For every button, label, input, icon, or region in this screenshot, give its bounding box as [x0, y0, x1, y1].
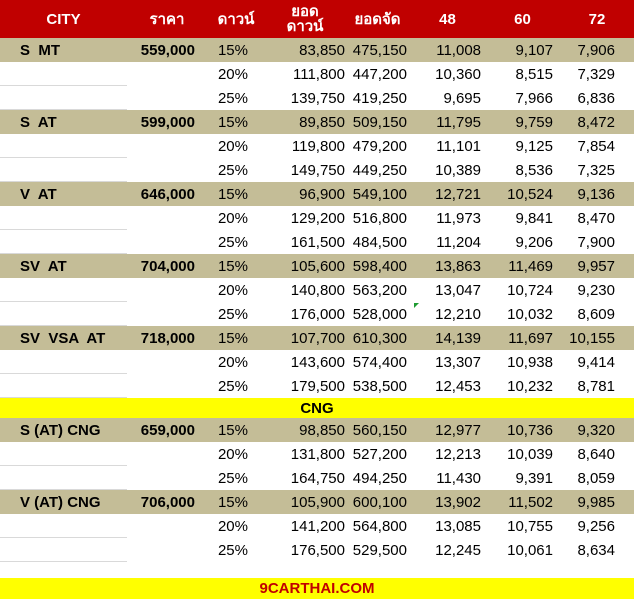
installment-72-cell: 6,836 [577, 89, 615, 107]
table-row [0, 374, 634, 398]
installment-72-cell: 7,854 [577, 137, 615, 155]
down-percent-cell: 25% [217, 89, 248, 107]
installment-60-cell: 7,966 [515, 89, 553, 107]
installment-60-cell: 10,724 [507, 281, 553, 299]
installment-48-cell: 11,008 [436, 41, 481, 59]
installment-48-cell: 12,977 [435, 421, 481, 439]
model-price: 599,000 [140, 113, 195, 131]
finance-amount-cell: 494,250 [352, 469, 407, 487]
installment-72-cell: 8,472 [577, 113, 615, 131]
table-header [0, 0, 634, 38]
table-row [0, 538, 634, 562]
installment-72-cell: 7,900 [577, 233, 615, 251]
installment-72-cell: 8,634 [577, 541, 615, 559]
table-row [0, 158, 634, 182]
table-row [0, 86, 634, 110]
installment-60-cell: 9,107 [515, 41, 553, 59]
model-name: S AT [20, 113, 57, 131]
footer-website: 9CARTHAI.COM [0, 578, 634, 599]
finance-amount-cell: 560,150 [352, 421, 407, 439]
finance-amount-cell: 484,500 [352, 233, 407, 251]
installment-72-cell: 8,640 [577, 445, 615, 463]
down-percent-cell: 20% [217, 209, 248, 227]
down-amount-cell: 107,700 [290, 329, 345, 347]
finance-amount-cell: 528,000 [352, 305, 407, 323]
down-percent-cell: 25% [217, 377, 248, 395]
installment-48-cell: 12,453 [435, 377, 481, 395]
down-amount-cell: 176,500 [290, 541, 345, 559]
header-down-percent: ดาวน์ [217, 10, 255, 28]
finance-amount-cell: 516,800 [352, 209, 407, 227]
installment-60-cell: 8,515 [515, 65, 553, 83]
down-percent-cell: 15% [217, 41, 248, 59]
installment-60-cell: 11,697 [508, 329, 553, 347]
down-amount-cell: 105,900 [290, 493, 345, 511]
installment-72-cell: 7,325 [577, 161, 615, 179]
installment-48-cell: 11,204 [436, 233, 481, 251]
installment-72-cell: 9,414 [577, 353, 615, 371]
table-row [0, 442, 634, 466]
installment-60-cell: 10,061 [507, 541, 553, 559]
header-60-months: 60 [514, 10, 531, 28]
finance-amount-cell: 598,400 [352, 257, 407, 275]
model-row [0, 38, 634, 62]
down-amount-cell: 105,600 [290, 257, 345, 275]
installment-48-cell: 13,047 [435, 281, 481, 299]
table-row [0, 62, 634, 86]
table-row [0, 206, 634, 230]
installment-48-cell: 14,139 [435, 329, 481, 347]
finance-amount-cell: 529,500 [352, 541, 407, 559]
header-72-months: 72 [588, 10, 606, 28]
model-row [0, 418, 634, 442]
down-amount-cell: 119,800 [291, 137, 345, 155]
installment-48-cell: 12,210 [435, 305, 481, 323]
installment-60-cell: 10,032 [507, 305, 553, 323]
installment-48-cell: 13,085 [435, 517, 481, 535]
finance-amount-cell: 509,150 [352, 113, 407, 131]
table-row [0, 514, 634, 538]
down-percent-cell: 20% [217, 281, 248, 299]
down-percent-cell: 15% [217, 185, 248, 203]
installment-72-cell: 8,781 [577, 377, 615, 395]
finance-amount-cell: 564,800 [352, 517, 407, 535]
installment-48-cell: 11,795 [436, 113, 481, 131]
down-amount-cell: 179,500 [290, 377, 345, 395]
model-price: 704,000 [140, 257, 195, 275]
installment-72-cell: 10,155 [569, 329, 615, 347]
down-amount-cell: 129,200 [290, 209, 345, 227]
installment-72-cell: 9,957 [577, 257, 615, 275]
table-row [0, 466, 634, 490]
installment-48-cell: 13,902 [435, 493, 481, 511]
table-row [0, 134, 634, 158]
installment-60-cell: 10,755 [507, 517, 553, 535]
table-row [0, 230, 634, 254]
down-percent-cell: 20% [217, 353, 248, 371]
down-amount-cell: 176,000 [290, 305, 345, 323]
finance-amount-cell: 479,200 [352, 137, 407, 155]
down-percent-cell: 20% [217, 65, 248, 83]
down-amount-cell: 139,750 [290, 89, 345, 107]
installment-60-cell: 11,502 [508, 493, 553, 511]
finance-amount-cell: 447,200 [352, 65, 407, 83]
down-amount-cell: 143,600 [290, 353, 345, 371]
down-amount-cell: 111,800 [293, 65, 345, 83]
installment-72-cell: 8,470 [577, 209, 615, 227]
model-price: 706,000 [140, 493, 195, 511]
installment-72-cell: 9,230 [577, 281, 615, 299]
installment-48-cell: 12,213 [435, 445, 481, 463]
finance-amount-cell: 610,300 [352, 329, 407, 347]
header-down-amount-line1: ยอด [291, 3, 319, 20]
installment-60-cell: 8,536 [515, 161, 553, 179]
installment-48-cell: 11,430 [436, 469, 481, 487]
down-percent-cell: 25% [217, 541, 248, 559]
down-amount-cell: 141,200 [290, 517, 345, 535]
cng-section-label: CNG [0, 398, 634, 418]
model-price: 718,000 [140, 329, 195, 347]
installment-48-cell: 13,307 [435, 353, 481, 371]
model-name: V AT [20, 185, 57, 203]
down-amount-cell: 83,850 [299, 41, 345, 59]
installment-48-cell: 13,863 [435, 257, 481, 275]
finance-amount-cell: 574,400 [352, 353, 407, 371]
down-percent-cell: 15% [217, 493, 248, 511]
installment-60-cell: 10,524 [507, 185, 553, 203]
down-amount-cell: 96,900 [299, 185, 345, 203]
installment-60-cell: 9,391 [515, 469, 553, 487]
finance-amount-cell: 449,250 [352, 161, 407, 179]
table-row [0, 302, 634, 326]
installment-48-cell: 10,389 [435, 161, 481, 179]
header-down-amount-line2: ดาวน์ [286, 18, 324, 35]
installment-60-cell: 9,759 [515, 113, 553, 131]
installment-48-cell: 11,973 [436, 209, 481, 227]
table-row [0, 278, 634, 302]
down-amount-cell: 161,500 [290, 233, 345, 251]
down-percent-cell: 15% [217, 329, 248, 347]
installment-72-cell: 8,609 [577, 305, 615, 323]
model-name: V (AT) CNG [20, 493, 101, 511]
row-divider [0, 561, 127, 562]
installment-60-cell: 10,232 [507, 377, 553, 395]
model-row [0, 110, 634, 134]
installment-60-cell: 10,736 [507, 421, 553, 439]
down-percent-cell: 20% [217, 517, 248, 535]
installment-72-cell: 9,320 [577, 421, 615, 439]
installment-60-cell: 11,469 [508, 257, 553, 275]
installment-72-cell: 8,059 [577, 469, 615, 487]
installment-72-cell: 7,906 [577, 41, 615, 59]
cell-comment-marker [414, 303, 419, 308]
model-price: 659,000 [140, 421, 195, 439]
installment-72-cell: 9,136 [577, 185, 615, 203]
installment-60-cell: 9,841 [515, 209, 553, 227]
down-amount-cell: 98,850 [299, 421, 345, 439]
table-row [0, 350, 634, 374]
finance-amount-cell: 538,500 [352, 377, 407, 395]
down-percent-cell: 15% [217, 257, 248, 275]
down-percent-cell: 20% [217, 445, 248, 463]
header-down-amount [265, 0, 345, 38]
down-percent-cell: 20% [217, 137, 248, 155]
down-amount-cell: 140,800 [290, 281, 345, 299]
installment-60-cell: 9,206 [515, 233, 553, 251]
finance-amount-cell: 563,200 [352, 281, 407, 299]
model-row [0, 490, 634, 514]
finance-amount-cell: 419,250 [352, 89, 407, 107]
installment-60-cell: 9,125 [515, 137, 553, 155]
model-name: S (AT) CNG [20, 421, 101, 439]
installment-60-cell: 10,039 [507, 445, 553, 463]
model-row [0, 182, 634, 206]
down-percent-cell: 25% [217, 469, 248, 487]
down-amount-cell: 89,850 [299, 113, 345, 131]
down-amount-cell: 131,800 [290, 445, 345, 463]
model-name: S MT [20, 41, 60, 59]
model-price: 646,000 [140, 185, 195, 203]
down-percent-cell: 25% [217, 305, 248, 323]
finance-amount-cell: 600,100 [352, 493, 407, 511]
down-percent-cell: 15% [217, 421, 248, 439]
header-price: ราคา [149, 10, 185, 28]
down-percent-cell: 15% [217, 113, 248, 131]
installment-48-cell: 12,721 [435, 185, 481, 203]
installment-60-cell: 10,938 [507, 353, 553, 371]
installment-48-cell: 12,245 [435, 541, 481, 559]
header-finance: ยอดจัด [354, 10, 401, 28]
finance-amount-cell: 475,150 [352, 41, 407, 59]
finance-amount-cell: 549,100 [352, 185, 407, 203]
installment-72-cell: 7,329 [577, 65, 615, 83]
down-percent-cell: 25% [217, 161, 248, 179]
model-name: SV AT [20, 257, 67, 275]
installment-48-cell: 9,695 [443, 89, 481, 107]
model-name: SV VSA AT [20, 329, 106, 347]
installment-48-cell: 10,360 [435, 65, 481, 83]
finance-amount-cell: 527,200 [352, 445, 407, 463]
installment-72-cell: 9,985 [577, 493, 615, 511]
model-row [0, 326, 634, 350]
installment-72-cell: 9,256 [577, 517, 615, 535]
down-percent-cell: 25% [217, 233, 248, 251]
model-price: 559,000 [140, 41, 195, 59]
installment-48-cell: 11,101 [436, 137, 481, 155]
header-city: CITY [46, 10, 81, 28]
down-amount-cell: 149,750 [290, 161, 345, 179]
header-48-months: 48 [439, 10, 456, 28]
down-amount-cell: 164,750 [290, 469, 345, 487]
model-row [0, 254, 634, 278]
